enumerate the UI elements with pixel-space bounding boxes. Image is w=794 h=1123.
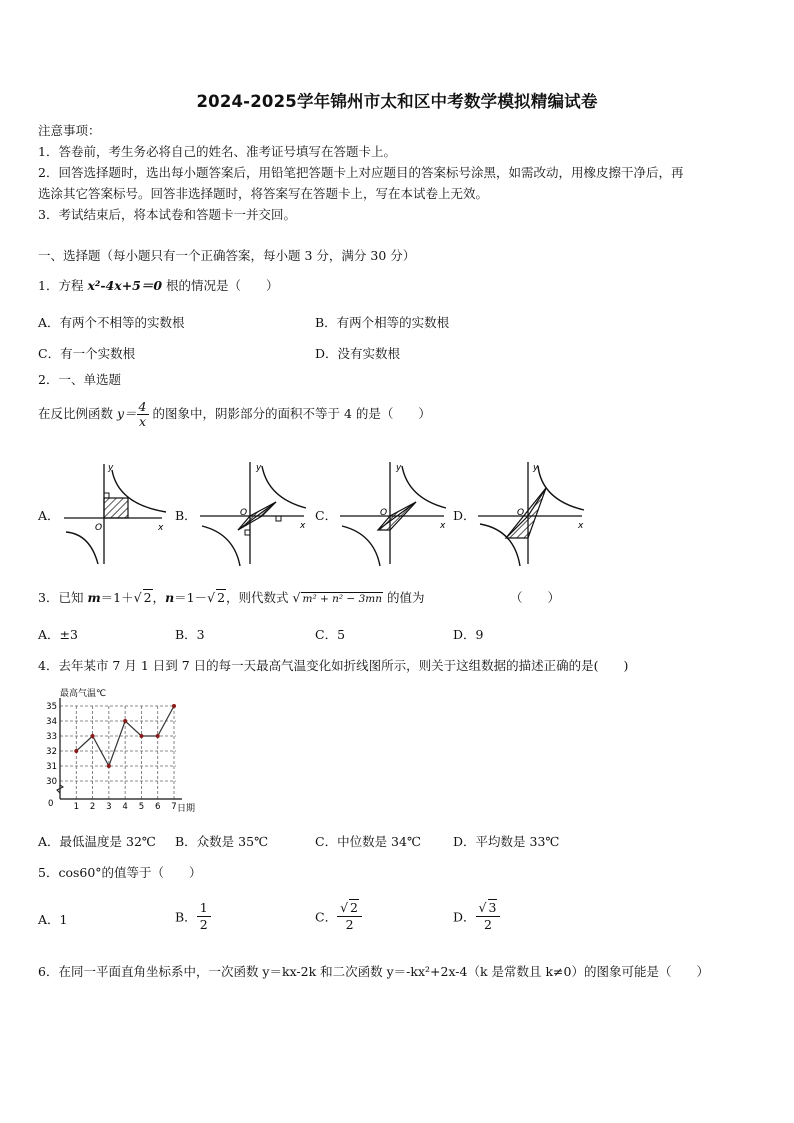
question-6: 6．在同一平面直角坐标系中，一次函数 y＝kx-2k 和二次函数 y＝-kx²+2x-4（k 是常数且 k≠0）的图象可能是（ ） (38, 964, 709, 979)
q3-m-eq: ＝1＋ (100, 590, 134, 605)
notice-item-3: 3．考试结束后，将本试卷和答题卡一并交回。 (38, 207, 296, 222)
q4-option-d: D．平均数是 33℃ (453, 834, 560, 849)
q5-b-den: 2 (199, 917, 208, 932)
chart-y-axis-label: 最高气温℃ (60, 689, 107, 699)
q2-graph-c (338, 458, 450, 568)
chart-x-tick-label: 3 (106, 802, 112, 812)
q3-pre: 3．已知 (38, 590, 88, 605)
q1-equation: x²-4x+5＝0 (87, 278, 163, 293)
q2d-x-label: x (578, 521, 584, 531)
chart-y-tick-label: 32 (46, 747, 57, 757)
q3-option-b: B．3 (175, 627, 205, 642)
chart-data-point (123, 719, 127, 723)
q5-option-a: A．1 (38, 912, 68, 927)
q1-post: 根的情况是（ ） (162, 278, 279, 293)
q3-option-d: D．9 (453, 627, 484, 642)
question-2-head: 2．一、单选题 (38, 372, 121, 387)
chart-y-tick-label: 30 (46, 777, 57, 787)
q2-y: y＝ (116, 406, 137, 421)
notice-item-2b: 选涂其它答案标号。回答非选择题时，将答案写在答题卡上，写在本试卷上无效。 (38, 186, 489, 201)
question-2 (38, 400, 431, 429)
q4-option-a: A．最低温度是 32℃ (38, 834, 156, 849)
q2c-y-label: y (396, 463, 402, 473)
q5-c-num: 2 (350, 900, 358, 915)
chart-data-point (172, 704, 176, 708)
q5-b-label: B． (175, 909, 197, 925)
chart-x-tick-label: 5 (138, 802, 145, 812)
q2b-x-label: x (300, 521, 306, 531)
q2-pre: 在反比例函数 (38, 406, 117, 421)
chart-x-tick-label: 6 (155, 802, 161, 812)
notice-item-1: 1．答卷前，考生务必将自己的姓名、准考证号填写在答题卡上。 (38, 144, 396, 159)
question-3: 3．已知 m＝1＋√ 2，n＝1－√ 2，则代数式 √ m² + n² − 3mn 的值为 (38, 590, 425, 605)
chart-x-tick-label: 2 (89, 802, 96, 812)
chart-data-point (156, 734, 160, 738)
chart-x-tick-label: 4 (122, 802, 128, 812)
q2a-origin: O (95, 523, 103, 533)
q5-c-label: C． (315, 909, 338, 925)
q2c-x-label: x (440, 521, 446, 531)
q5-c-num-wrap: √ 2 (337, 900, 362, 917)
chart-x-tick-label: 1 (73, 802, 79, 812)
q2-option-d-label: D． (453, 508, 476, 523)
question-4: 4．去年某市 7 月 1 日到 7 日的每一天最高气温变化如折线图所示，则关于这组数据的描述正确的是( ) (38, 658, 629, 673)
chart-y-tick-label: 31 (46, 762, 57, 772)
notice-heading: 注意事项： (38, 123, 101, 138)
q2c-origin: O (380, 508, 388, 518)
q3-post: 的值为 (382, 590, 425, 605)
q3-sqrt-sign-1: √ (133, 590, 142, 605)
q3-expression: m² + n² − 3mn (302, 593, 382, 605)
q5-option-c (315, 900, 362, 933)
chart-y-tick-label: 34 (46, 717, 57, 727)
q5-d-fraction (476, 900, 501, 933)
question-1 (38, 276, 279, 294)
q3-sqrt-2-b: 2 (217, 590, 226, 605)
q5-b-num: 1 (197, 900, 211, 917)
q4-option-b: B．众数是 35℃ (175, 834, 269, 849)
q2b-y-label: y (256, 463, 262, 473)
q2a-x-label: x (158, 523, 164, 533)
q2-fraction (137, 400, 149, 429)
q3-n: n (165, 590, 175, 605)
q5-d-num: 3 (488, 900, 497, 915)
q4-option-c: C．中位数是 34℃ (315, 834, 421, 849)
q2-option-c-label: C． (315, 508, 338, 523)
section-heading: 一、选择题（每小题只有一个正确答案，每小题 3 分，满分 30 分） (38, 248, 416, 263)
q3-m: m (87, 590, 101, 605)
chart-x-axis-label: 日期 (177, 804, 196, 814)
q5-option-b (175, 900, 211, 933)
q2b-origin: O (240, 508, 248, 518)
chart-data-point (91, 734, 95, 738)
q1-option-a: A．有两个不相等的实数根 (38, 315, 185, 330)
q3-sqrt-sign-3: √ (292, 590, 301, 605)
q3-option-c: C．5 (315, 627, 346, 642)
q5-c-fraction (337, 900, 362, 933)
chart-y-tick-label: 35 (46, 702, 57, 712)
q2-graph-a (62, 460, 172, 568)
q2-graph-b (198, 458, 310, 568)
q1-pre: 1．方程 (38, 278, 88, 293)
page-title: 2024-2025学年锦州市太和区中考数学模拟精编试卷 (196, 92, 598, 111)
q5-d-den: 2 (484, 917, 492, 932)
q2a-y-label: y (108, 463, 114, 473)
chart-x-tick-label: 7 (171, 802, 177, 812)
chart-data-point (107, 764, 111, 768)
q3-sqrt-sign-2: √ (207, 590, 216, 605)
q2-post: 的图象中，阴影部分的面积不等于 4 的是（ ） (148, 406, 431, 421)
q3-n-eq: ＝1－ (174, 590, 208, 605)
q3-mid: ，则代数式 (226, 590, 293, 605)
q3-answer-paren: （ ） (510, 590, 561, 605)
question-5: 5．cos60°的值等于（ ） (38, 865, 202, 880)
q5-b-fraction (197, 900, 211, 933)
q3-option-a: A．±3 (38, 627, 78, 642)
notice-item-2a: 2．回答选择题时，选出每小题答案后，用铅笔把答题卡上对应题目的答案标号涂黑，如需改动，用橡皮擦干净后，再 (38, 165, 684, 180)
q1-option-c: C．有一个实数根 (38, 346, 136, 361)
q5-d-num-wrap: √ 3 (476, 900, 501, 917)
q2d-origin: O (517, 508, 525, 518)
q2-graph-d (476, 458, 588, 568)
chart-tick-labels (46, 702, 177, 812)
q2-option-b-label: B． (175, 508, 197, 523)
q5-option-d (453, 900, 500, 933)
chart-y-tick-label: 33 (46, 732, 57, 742)
q2-option-a-label: A． (38, 508, 60, 523)
chart-axes (57, 698, 182, 799)
q1-option-d: D．没有实数根 (315, 346, 401, 361)
temperature-line-chart (40, 684, 210, 816)
q5-c-den: 2 (345, 917, 354, 932)
q2d-y-label: y (533, 463, 539, 473)
chart-data-point (74, 749, 78, 753)
q3-sqrt-2-a: 2 (143, 590, 152, 605)
q5-d-label: D． (453, 909, 476, 925)
q2-num: 4 (138, 399, 147, 414)
q1-option-b: B．有两个相等的实数根 (315, 315, 450, 330)
chart-data-point (139, 734, 143, 738)
q2-den: x (138, 414, 147, 429)
chart-origin-label: 0 (48, 799, 54, 809)
